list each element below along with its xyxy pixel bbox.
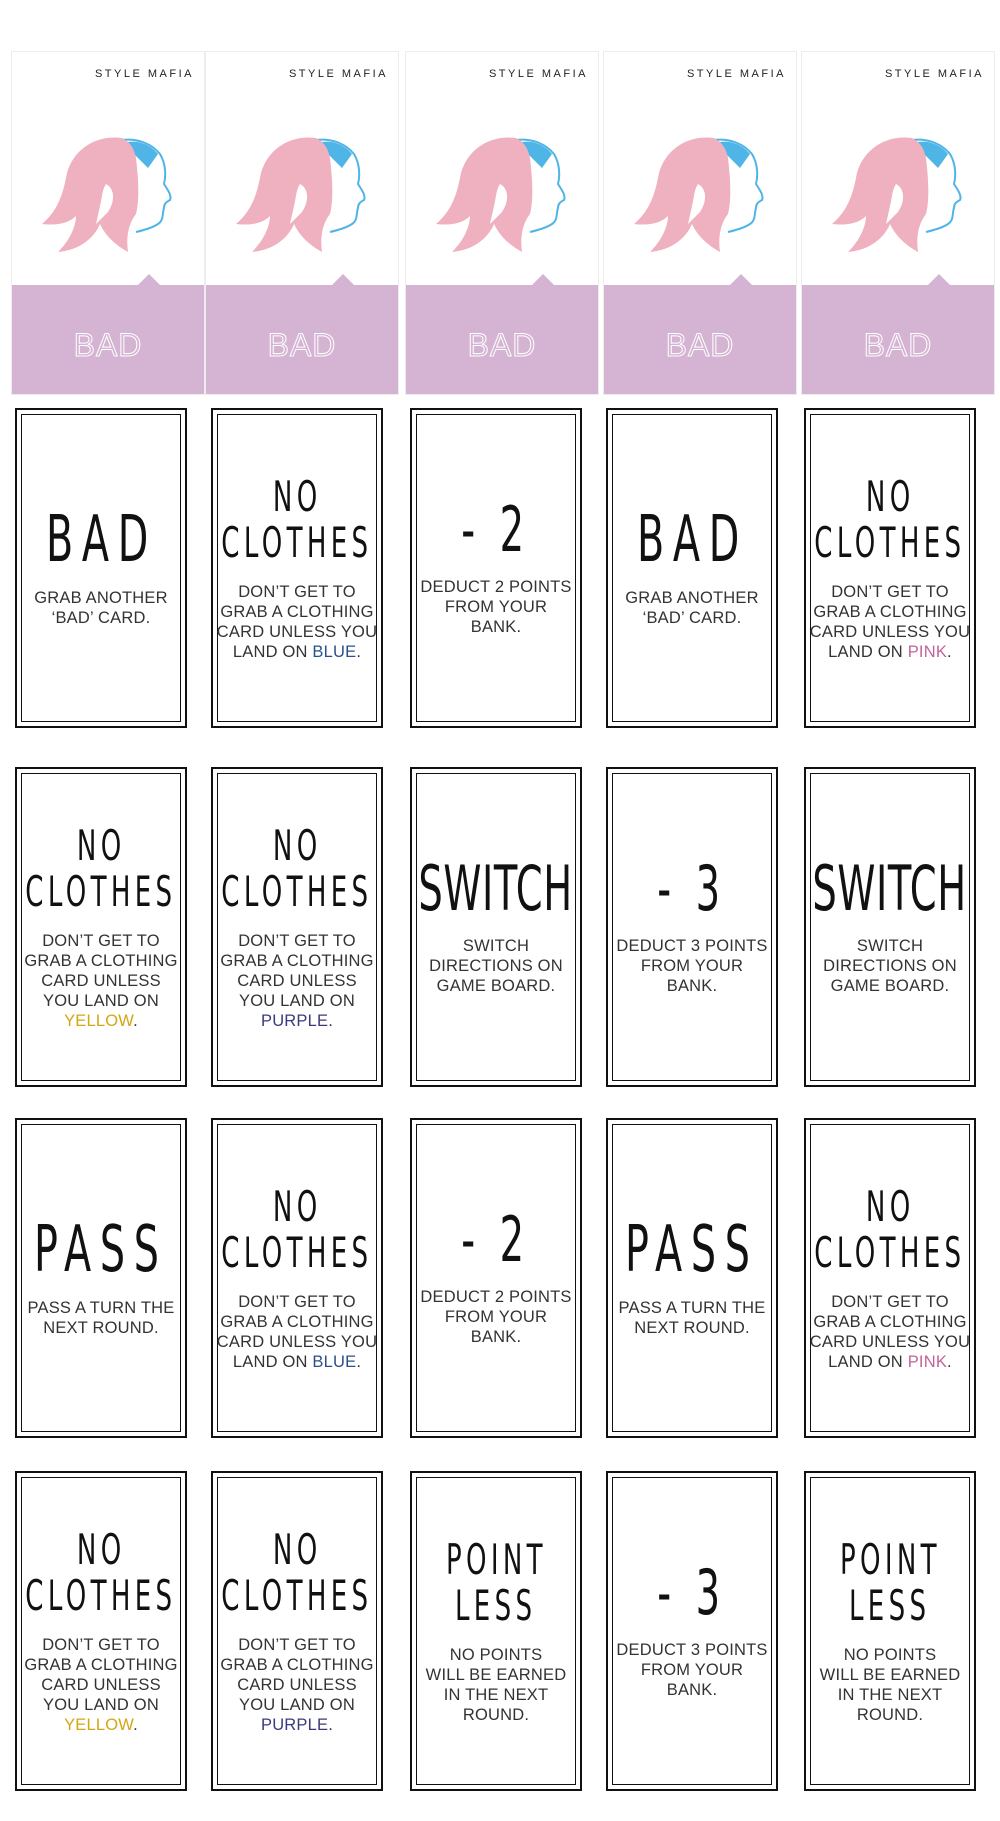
card-description-line: GRAB ANOTHER (34, 589, 168, 607)
card-description-line: YOU LAND ON (239, 1696, 355, 1715)
game-card[interactable] (15, 408, 187, 728)
game-card[interactable] (211, 1118, 383, 1438)
card-description-line: CARD UNLESS YOU (809, 1333, 971, 1352)
card-description-line: SWITCH (462, 937, 530, 955)
card-description-line: LAND ON PINK. (828, 643, 952, 662)
card-description-line: DON’T GET TO (831, 583, 949, 602)
card-description (215, 1292, 379, 1372)
card-back-label: BAD (665, 327, 735, 363)
card-description-line: NO POINTS (449, 1646, 543, 1665)
card-description (610, 936, 774, 996)
card-title: NO (865, 1181, 915, 1231)
card-description-line: BANK. (666, 977, 718, 995)
band-notch (928, 274, 950, 285)
game-card[interactable] (804, 408, 976, 728)
card-title: CLOTHES (814, 1228, 966, 1277)
card-description (808, 582, 972, 662)
card-back-label: BAD (267, 327, 337, 363)
card-description-line: IN THE NEXT (443, 1686, 549, 1705)
card-face (216, 1128, 378, 1428)
card-description-line: CARD UNLESS (41, 972, 161, 991)
card-description-line: GRAB A CLOTHING (24, 1656, 178, 1675)
card-face (25, 1481, 177, 1781)
brand-logo-text: STYLE MAFIA (94, 68, 194, 80)
card-description-line: LAND ON BLUE. (232, 643, 362, 662)
card-description-line: CARD UNLESS (237, 1676, 357, 1695)
game-card[interactable] (15, 1471, 187, 1791)
band-notch (730, 274, 752, 285)
card-description (414, 936, 578, 996)
card-title: - 3 (657, 1556, 727, 1629)
card-description (414, 1645, 578, 1725)
card-back-label: BAD (863, 327, 933, 363)
band-notch (532, 274, 554, 285)
card-description-line: GRAB A CLOTHING (220, 1313, 374, 1332)
game-card[interactable] (410, 408, 582, 728)
card-description (19, 1635, 183, 1735)
card-back[interactable] (406, 52, 598, 394)
card-description-line: CARD UNLESS YOU (216, 1333, 378, 1352)
card-face (420, 777, 572, 1077)
game-card[interactable] (15, 767, 187, 1087)
card-description-line: CARD UNLESS YOU (809, 623, 971, 642)
brand-logo-text: STYLE MAFIA (686, 68, 786, 80)
card-face (616, 777, 768, 1077)
card-description-line: YOU LAND ON (43, 1696, 159, 1715)
card-description-line: DIRECTIONS ON (823, 957, 957, 975)
card-description-line: DEDUCT 3 POINTS (616, 937, 768, 955)
card-description (808, 936, 972, 996)
card-description (414, 577, 578, 637)
card-description (215, 931, 379, 1031)
card-description-line: CARD UNLESS (41, 1676, 161, 1695)
card-face (216, 418, 378, 718)
card-description-line: FROM YOUR (444, 1308, 548, 1326)
card-title: PASS (34, 1213, 168, 1287)
card-face (809, 1128, 971, 1428)
card-title: CLOTHES (814, 518, 966, 567)
card-description (808, 1292, 972, 1372)
band-notch (332, 274, 354, 285)
game-card[interactable] (606, 767, 778, 1087)
card-description-line: DON’T GET TO (42, 932, 160, 951)
card-description-line: NEXT ROUND. (43, 1319, 159, 1337)
card-face (420, 418, 572, 718)
card-face (221, 1481, 373, 1781)
card-description (610, 588, 774, 628)
game-card[interactable] (804, 767, 976, 1087)
card-description (19, 931, 183, 1031)
game-card[interactable] (606, 408, 778, 728)
brand-logo-text: STYLE MAFIA (288, 68, 388, 80)
card-description-line: DEDUCT 3 POINTS (616, 1641, 768, 1659)
game-card[interactable] (211, 1471, 383, 1791)
card-description (610, 1640, 774, 1700)
card-title: LESS (849, 1581, 931, 1630)
card-description-line: YELLOW. (64, 1716, 138, 1735)
card-back-label: BAD (467, 327, 537, 363)
card-description-line: SWITCH (856, 937, 924, 955)
card-description-line: PURPLE. (260, 1012, 334, 1031)
card-title: CLOTHES (221, 1228, 373, 1277)
card-description-line: DEDUCT 2 POINTS (420, 578, 572, 596)
card-description-line: DON’T GET TO (238, 583, 356, 602)
card-description-line: DON’T GET TO (831, 1293, 949, 1312)
color-keyword: YELLOW (64, 1716, 134, 1735)
color-keyword: BLUE (312, 1353, 357, 1372)
card-description-line: GRAB A CLOTHING (220, 1656, 374, 1675)
card-back-label: BAD (73, 327, 143, 363)
color-keyword: PINK (907, 643, 948, 662)
game-card[interactable] (410, 767, 582, 1087)
card-description-line: YOU LAND ON (43, 992, 159, 1011)
card-description-line: DON’T GET TO (238, 932, 356, 951)
color-keyword: PURPLE (260, 1012, 329, 1031)
woman-profile-logo-icon (628, 128, 768, 268)
card-description-line: GRAB A CLOTHING (220, 952, 374, 971)
card-description-line: BANK. (470, 1328, 522, 1346)
woman-profile-logo-icon (826, 128, 966, 268)
brand-logo-text: STYLE MAFIA (884, 68, 984, 80)
card-description-line: NO POINTS (843, 1646, 937, 1665)
card-title: NO (272, 1524, 322, 1574)
card-title: CLOTHES (221, 867, 373, 916)
card-back[interactable] (802, 52, 994, 394)
card-description-line: PASS A TURN THE (618, 1299, 766, 1317)
card-description-line: GRAB A CLOTHING (220, 603, 374, 622)
card-face (420, 1128, 572, 1428)
card-title: NO (76, 820, 126, 870)
card-description (414, 1287, 578, 1347)
card-description-line: BANK. (666, 1681, 718, 1699)
card-title: BAD (636, 503, 748, 577)
card-title: PASS (625, 1213, 759, 1287)
card-description-line: YELLOW. (64, 1012, 138, 1031)
color-keyword: YELLOW (64, 1012, 134, 1031)
card-description-line: BANK. (470, 618, 522, 636)
game-card[interactable] (410, 1118, 582, 1438)
card-title: POINT (839, 1534, 941, 1584)
card-description-line: WILL BE EARNED (819, 1666, 961, 1685)
game-card[interactable] (606, 1118, 778, 1438)
card-description-line: LAND ON PINK. (828, 1353, 952, 1372)
card-face (616, 1481, 768, 1781)
card-description-line: DON’T GET TO (238, 1636, 356, 1655)
card-title: NO (272, 471, 322, 521)
card-face (25, 1128, 177, 1428)
card-title: CLOTHES (25, 1571, 177, 1620)
color-keyword: BLUE (312, 643, 357, 662)
game-card[interactable] (804, 1118, 976, 1438)
card-description-line: ‘BAD’ CARD. (642, 609, 742, 627)
card-title: CLOTHES (221, 1571, 373, 1620)
game-card[interactable] (410, 1471, 582, 1791)
woman-profile-logo-icon (230, 128, 370, 268)
card-description-line: ROUND. (856, 1706, 924, 1725)
card-title: NO (272, 1181, 322, 1231)
card-description-line: CARD UNLESS (237, 972, 357, 991)
card-description-line: DON’T GET TO (238, 1293, 356, 1312)
card-description-line: PASS A TURN THE (27, 1299, 175, 1317)
color-keyword: PURPLE (260, 1716, 329, 1735)
card-title: - 2 (461, 493, 531, 566)
card-face (25, 777, 177, 1077)
card-description-line: NEXT ROUND. (634, 1319, 750, 1337)
card-description-line: DEDUCT 2 POINTS (420, 1288, 572, 1306)
card-description-line: PURPLE. (260, 1716, 334, 1735)
brand-logo-text: STYLE MAFIA (488, 68, 588, 80)
card-back[interactable] (12, 52, 204, 394)
game-card[interactable] (211, 767, 383, 1087)
card-description-line: WILL BE EARNED (425, 1666, 567, 1685)
card-description-line: FROM YOUR (640, 1661, 744, 1679)
card-title: NO (865, 471, 915, 521)
card-description-line: FROM YOUR (444, 598, 548, 616)
card-title: - 3 (657, 852, 727, 925)
card-title: SWITCH (812, 852, 968, 925)
card-description (19, 1298, 183, 1338)
card-title: CLOTHES (221, 518, 373, 567)
card-description-line: IN THE NEXT (837, 1686, 943, 1705)
game-card[interactable] (15, 1118, 187, 1438)
card-description-line: GRAB A CLOTHING (813, 1313, 967, 1332)
card-description-line: DON’T GET TO (42, 1636, 160, 1655)
card-description-line: ROUND. (462, 1706, 530, 1725)
woman-profile-logo-icon (36, 128, 176, 268)
card-face (25, 418, 177, 718)
card-description-line: YOU LAND ON (239, 992, 355, 1011)
card-title: NO (76, 1524, 126, 1574)
card-title: SWITCH (418, 852, 574, 925)
card-description-line: FROM YOUR (640, 957, 744, 975)
card-face (420, 1481, 572, 1781)
woman-profile-logo-icon (430, 128, 570, 268)
card-description-line: ‘BAD’ CARD. (51, 609, 151, 627)
card-description-line: DIRECTIONS ON (429, 957, 563, 975)
card-title: POINT (445, 1534, 547, 1584)
band-notch (138, 274, 160, 285)
card-title: LESS (455, 1581, 537, 1630)
game-card[interactable] (804, 1471, 976, 1791)
card-description (215, 1635, 379, 1735)
color-keyword: PINK (907, 1353, 948, 1372)
card-title: CLOTHES (25, 867, 177, 916)
card-title: BAD (45, 503, 157, 577)
card-description-line: CARD UNLESS YOU (216, 623, 378, 642)
card-description-line: GAME BOARD. (436, 977, 556, 995)
card-description (808, 1645, 972, 1725)
card-description (610, 1298, 774, 1338)
card-description-line: GRAB A CLOTHING (24, 952, 178, 971)
card-face (616, 418, 768, 718)
card-face (809, 418, 971, 718)
card-back[interactable] (604, 52, 796, 394)
card-description-line: GRAB A CLOTHING (813, 603, 967, 622)
card-description (215, 582, 379, 662)
card-face (616, 1128, 768, 1428)
card-back[interactable] (206, 52, 398, 394)
game-card[interactable] (211, 408, 383, 728)
card-title: NO (272, 820, 322, 870)
card-face (814, 1481, 966, 1781)
card-description (19, 588, 183, 628)
game-card[interactable] (606, 1471, 778, 1791)
card-description-line: GRAB ANOTHER (625, 589, 759, 607)
card-description-line: LAND ON BLUE. (232, 1353, 362, 1372)
card-face (814, 777, 966, 1077)
card-face (221, 777, 373, 1077)
card-title: - 2 (461, 1203, 531, 1276)
card-description-line: GAME BOARD. (830, 977, 950, 995)
